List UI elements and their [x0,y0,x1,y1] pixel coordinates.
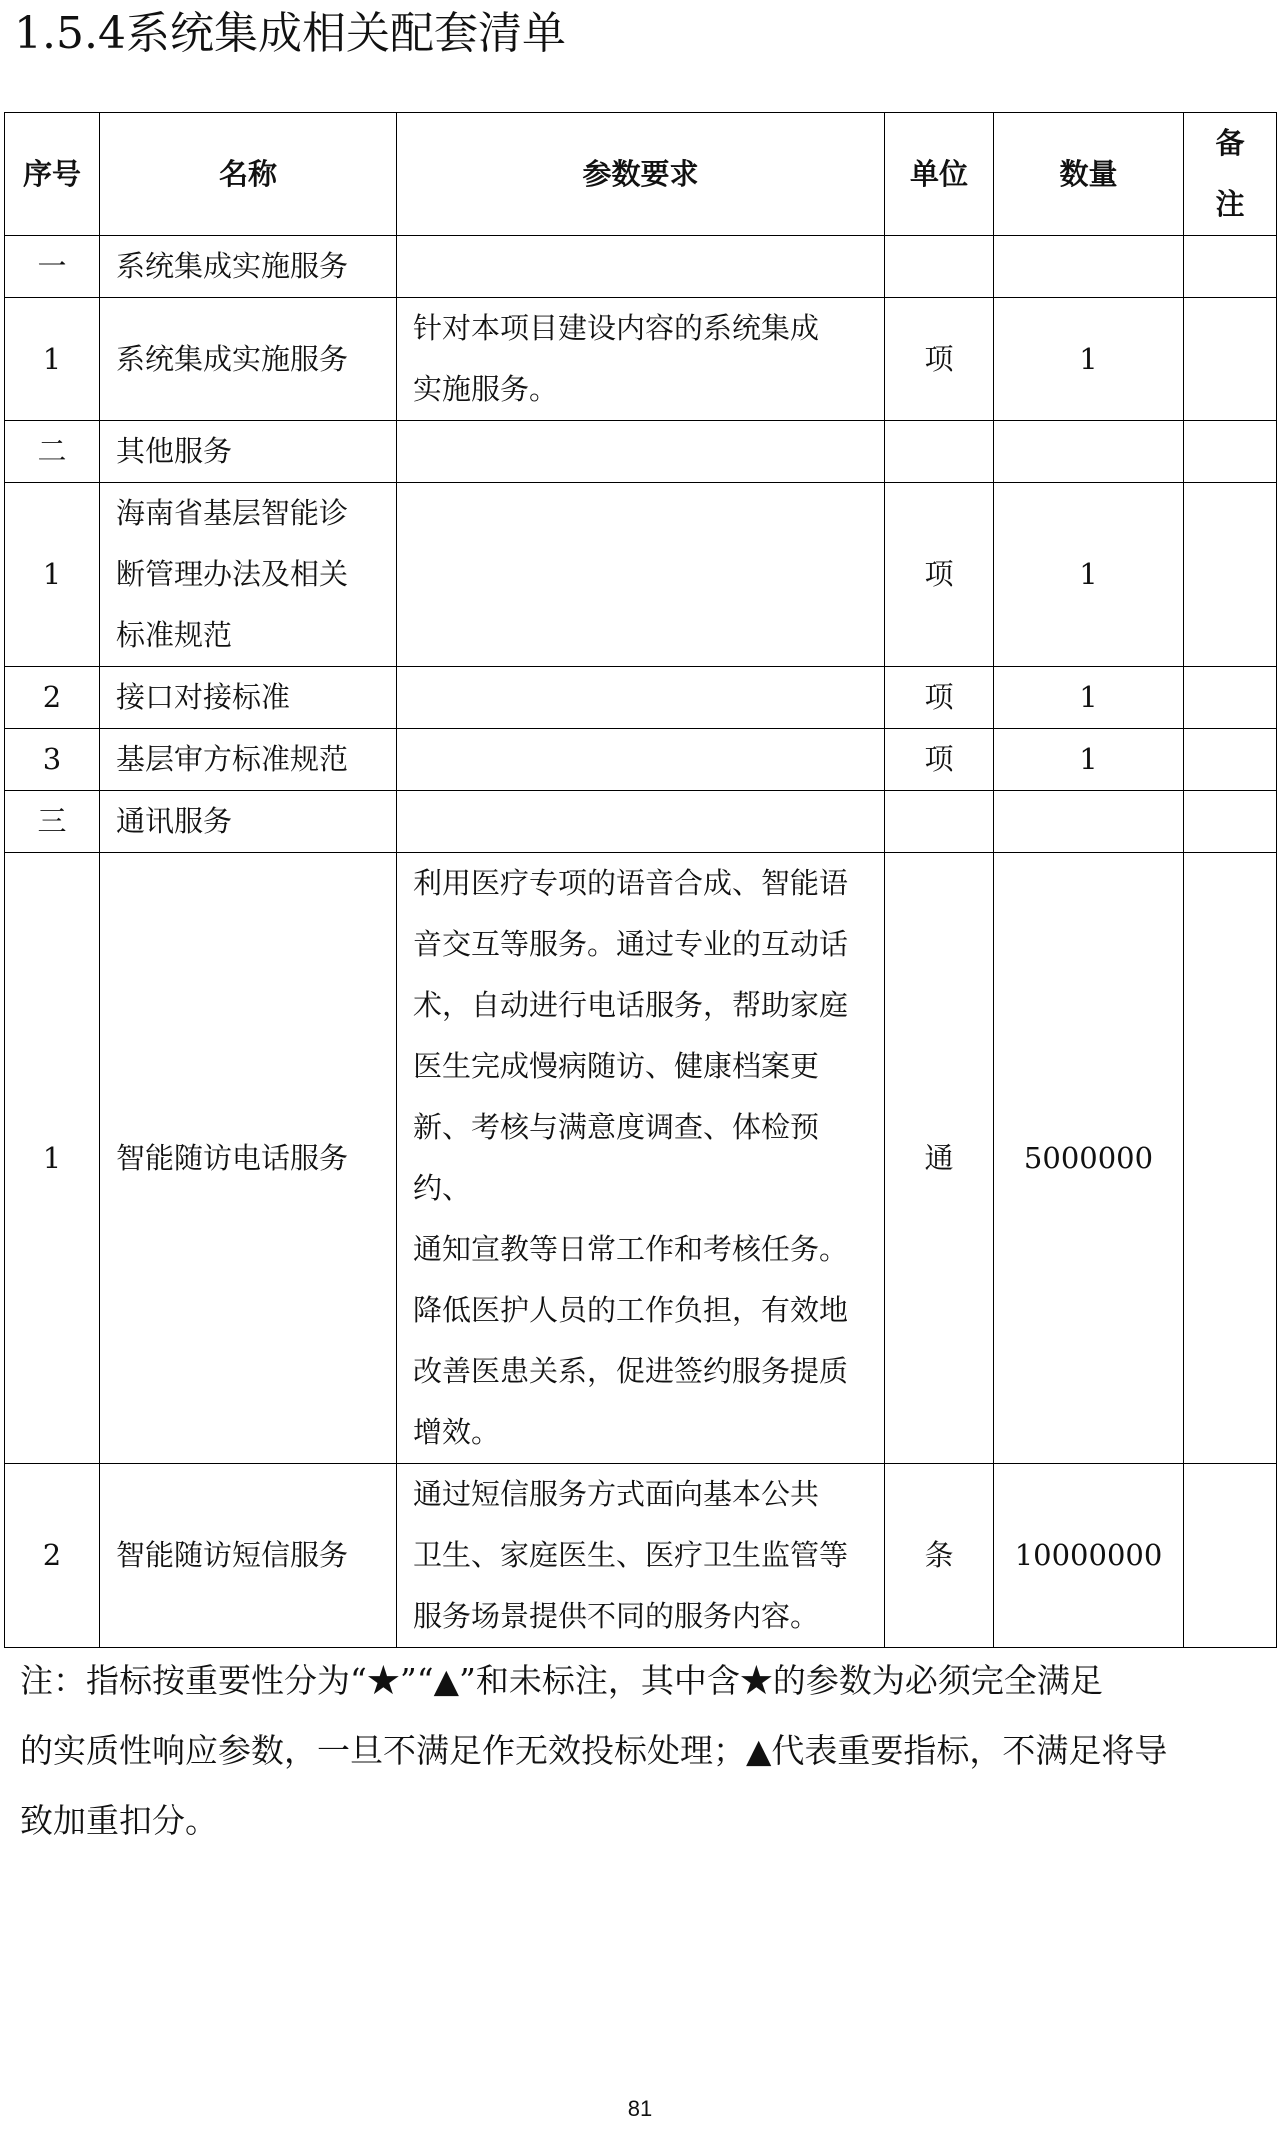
row-name-line: 智能随访短信服务 [116,1538,349,1572]
row-quantity: 1 [994,483,1184,667]
empty-cell [885,421,994,483]
row-name [100,483,397,667]
row-number: 3 [5,729,100,791]
row-name-line: 智能随访电话服务 [116,1140,349,1175]
note-line: 致加重扣分。 [20,1801,218,1840]
note-line: 的实质性响应参数，一旦不满足作无效投标处理；▲代表重要指标，不满足将导 [20,1731,1168,1770]
row-params-line: 针对本项目建设内容的系统集成 [413,311,820,345]
row-params-line: 通过短信服务方式面向基本公共 [413,1477,820,1511]
row-name-line: 断管理办法及相关 [116,557,349,591]
section-row [5,791,1277,853]
row-number: 1 [5,853,100,1464]
row-unit: 项 [885,667,994,729]
row-params [397,1464,885,1648]
table-row [5,483,1277,667]
row-params-line: 新、考核与满意度调查、体检预约、 [413,1110,820,1205]
row-params [397,667,885,729]
table-body [5,236,1277,1648]
table-row [5,853,1277,1464]
page-number: 81 [627,2096,653,2121]
header-qty: 数量 [994,113,1184,236]
header-no: 序号 [5,113,100,236]
row-name [100,729,397,791]
section-title: 其他服务 [100,421,397,483]
row-name [100,1464,397,1648]
row-quantity: 1 [994,729,1184,791]
table-header-row [5,113,1277,236]
header-name: 名称 [100,113,397,236]
row-params [397,853,885,1464]
note-line: 注：指标按重要性分为“★”“▲”和未标注，其中含★的参数为必须完全满足 [20,1661,1103,1700]
empty-cell [397,421,885,483]
row-remark [1184,729,1277,791]
row-params-line: 服务场景提供不同的服务内容。 [413,1599,820,1633]
row-number: 1 [5,483,100,667]
section-row [5,421,1277,483]
row-params-line: 实施服务。 [413,372,559,406]
row-name-line: 基层审方标准规范 [116,742,349,776]
row-unit: 条 [885,1464,994,1648]
empty-cell [1184,421,1277,483]
section-title: 通讯服务 [100,791,397,853]
empty-cell [1184,791,1277,853]
row-unit: 项 [885,729,994,791]
header-remark [1184,113,1277,236]
row-params [397,298,885,421]
section-row [5,236,1277,298]
empty-cell [397,791,885,853]
row-params-line: 音交互等服务。通过专业的互动话 [413,927,849,961]
row-quantity: 1 [994,667,1184,729]
row-number: 1 [5,298,100,421]
empty-cell [994,421,1184,483]
row-remark [1184,1464,1277,1648]
note [20,1646,1260,1856]
header-remark-line-1: 备 [1215,126,1245,160]
row-params [397,729,885,791]
row-quantity: 1 [994,298,1184,421]
row-unit: 项 [885,483,994,667]
section-title: 系统集成实施服务 [100,236,397,298]
empty-cell [994,791,1184,853]
equipment-list-table [4,112,1277,1648]
table-row [5,729,1277,791]
header-params: 参数要求 [397,113,885,236]
table-row [5,667,1277,729]
empty-cell [397,236,885,298]
row-name-line: 标准规范 [116,618,233,652]
row-remark [1184,667,1277,729]
table-row [5,1464,1277,1648]
row-unit: 通 [885,853,994,1464]
row-params-line: 卫生、家庭医生、医疗卫生监管等 [413,1538,849,1572]
row-params-line: 通知宣教等日常工作和考核任务。 [413,1232,849,1266]
row-number: 2 [5,1464,100,1648]
row-params-line: 降低医护人员的工作负担，有效地 [413,1293,849,1327]
header-unit: 单位 [885,113,994,236]
row-params [397,483,885,667]
empty-cell [885,236,994,298]
row-quantity: 10000000 [994,1464,1184,1648]
row-name-line: 海南省基层智能诊 [116,496,349,530]
row-remark [1184,853,1277,1464]
row-number: 2 [5,667,100,729]
row-quantity: 5000000 [994,853,1184,1464]
empty-cell [1184,236,1277,298]
empty-cell [885,791,994,853]
row-params-line: 医生完成慢病随访、健康档案更 [413,1049,820,1083]
row-params-line: 改善医患关系，促进签约服务提质 [413,1354,849,1388]
table-row [5,298,1277,421]
empty-cell [994,236,1184,298]
section-heading: 1.5.4系统集成相关配套清单 [14,8,566,59]
row-name [100,853,397,1464]
header-remark-line-2: 注 [1215,187,1245,221]
row-name-line: 接口对接标准 [116,680,291,714]
row-remark [1184,483,1277,667]
section-number: 二 [5,421,100,483]
row-name [100,667,397,729]
row-params-line: 利用医疗专项的语音合成、智能语 [413,866,849,900]
section-number: 一 [5,236,100,298]
section-number: 三 [5,791,100,853]
row-name-line: 系统集成实施服务 [116,341,349,376]
row-unit: 项 [885,298,994,421]
row-params-line: 术，自动进行电话服务，帮助家庭 [413,988,849,1022]
row-params-line: 增效。 [413,1415,501,1449]
row-remark [1184,298,1277,421]
row-name [100,298,397,421]
